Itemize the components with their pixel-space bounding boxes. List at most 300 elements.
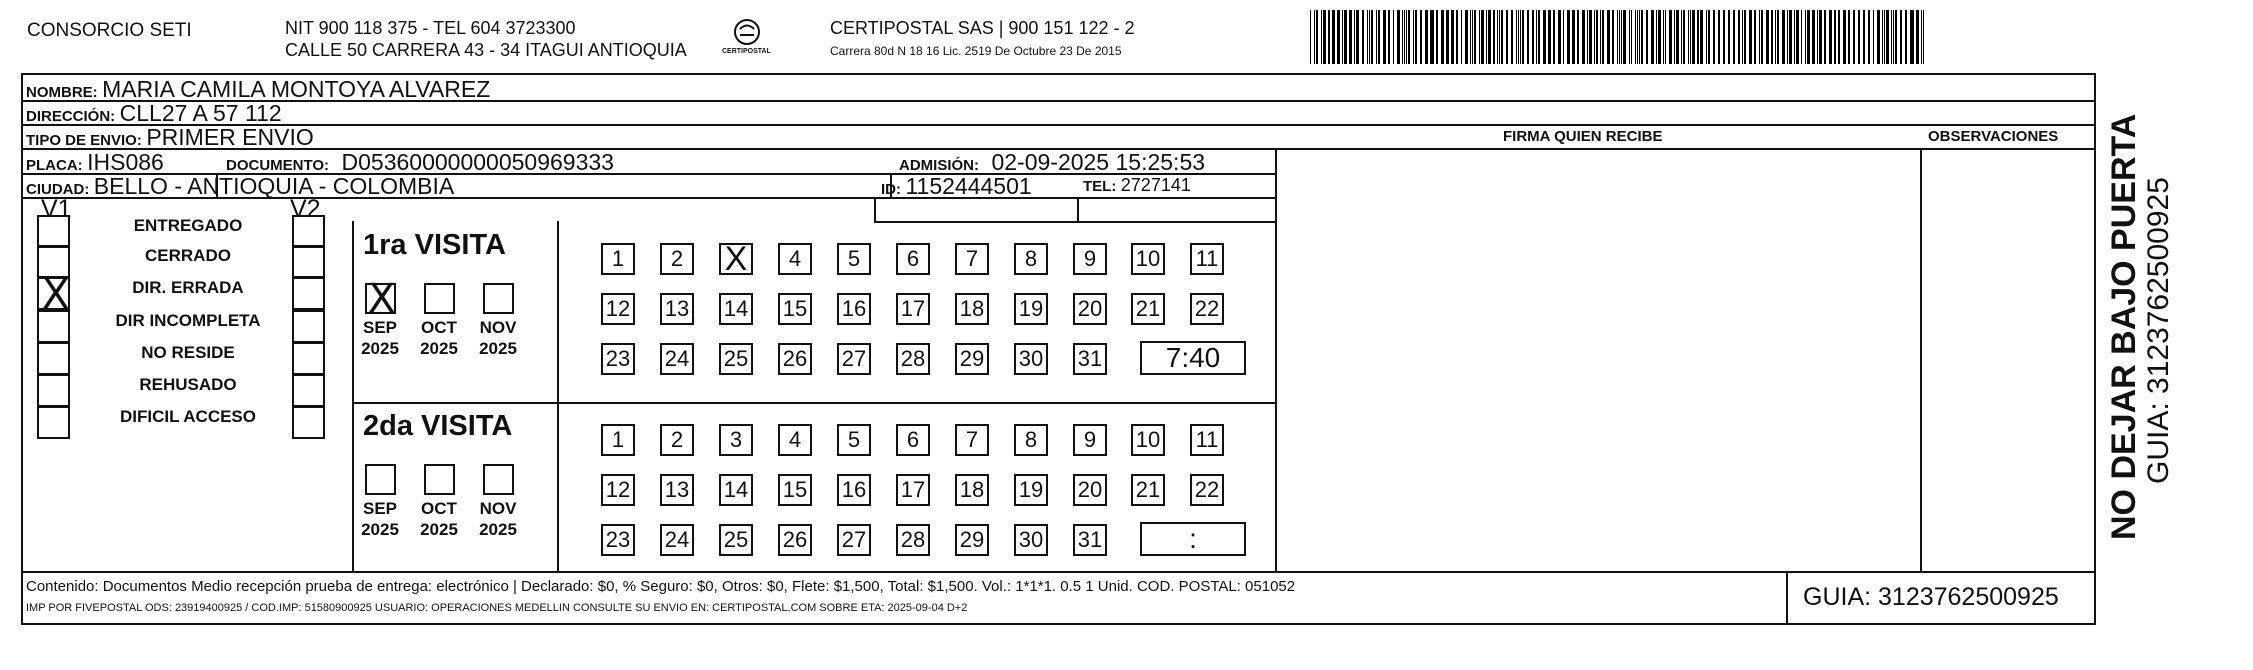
certipostal-logo bbox=[722, 14, 772, 64]
day-box[interactable]: 27 bbox=[837, 524, 871, 556]
placa-label: PLACA: bbox=[26, 157, 83, 174]
barcode-bar bbox=[1474, 10, 1476, 64]
barcode-bar bbox=[1824, 10, 1826, 64]
barcode-bar bbox=[1891, 10, 1892, 64]
barcode-bar bbox=[1629, 10, 1630, 64]
day-box[interactable]: 21 bbox=[1131, 293, 1165, 325]
year-label: 2025 bbox=[479, 520, 517, 539]
barcode-bar bbox=[1812, 10, 1815, 64]
day-box[interactable]: 9 bbox=[1073, 243, 1107, 275]
month-checkbox[interactable] bbox=[424, 464, 455, 495]
day-box[interactable]: 29 bbox=[955, 343, 989, 375]
month-label: NOV bbox=[479, 499, 517, 518]
barcode-bar bbox=[1766, 10, 1769, 64]
day-box[interactable]: 21 bbox=[1131, 474, 1165, 506]
barcode-bar bbox=[1848, 10, 1850, 64]
barcode-bar bbox=[1316, 10, 1318, 64]
barcode-bar bbox=[1910, 10, 1911, 64]
barcode-bar bbox=[1676, 10, 1679, 64]
v1-checkbox[interactable] bbox=[37, 310, 70, 343]
barcode-bar bbox=[1843, 10, 1846, 64]
barcode-bar bbox=[1771, 10, 1774, 64]
barcode-bar bbox=[1612, 10, 1614, 64]
day-box[interactable]: 29 bbox=[955, 524, 989, 556]
certipostal-line: CERTIPOSTAL SAS | 900 151 122 - 2 bbox=[830, 18, 1135, 38]
barcode-bar bbox=[1499, 10, 1500, 64]
v2-checkbox[interactable] bbox=[292, 310, 325, 343]
barcode-bar bbox=[1697, 10, 1698, 64]
status-label: DIR. ERRADA bbox=[132, 278, 244, 297]
barcode-bar bbox=[1637, 10, 1638, 64]
day-box[interactable]: 10 bbox=[1131, 243, 1165, 275]
v2-checkbox[interactable] bbox=[292, 374, 325, 407]
barcode-bar bbox=[1376, 10, 1377, 64]
barcode-bar bbox=[1337, 10, 1340, 64]
barcode-bar bbox=[1639, 10, 1640, 64]
day-box[interactable]: 22 bbox=[1190, 474, 1224, 506]
v2-checkbox[interactable] bbox=[292, 245, 325, 278]
barcode-bar bbox=[1314, 10, 1315, 64]
ciudad-value: BELLO - ANTIOQUIA - COLOMBIA bbox=[93, 173, 455, 199]
day-box[interactable]: 5 bbox=[837, 243, 871, 275]
barcode-bar bbox=[1393, 10, 1395, 64]
checkbox-mark: X bbox=[42, 272, 70, 318]
barcode-bar bbox=[1522, 10, 1524, 64]
barcode-bar bbox=[1558, 10, 1561, 64]
resolution-line: Carrera 80d N 18 16 Lic. 2519 De Octubre 23 De 2015 bbox=[830, 44, 1122, 58]
day-box[interactable]: 28 bbox=[896, 343, 930, 375]
day-box[interactable]: 8 bbox=[1014, 243, 1048, 275]
day-box[interactable]: X bbox=[719, 243, 753, 275]
barcode-bar bbox=[1461, 10, 1463, 64]
barcode-bar bbox=[1923, 10, 1924, 64]
barcode-bar bbox=[1388, 10, 1390, 64]
barcode-bar bbox=[1446, 10, 1449, 64]
barcode-bar bbox=[1481, 10, 1484, 64]
company-name: CONSORCIO SETI bbox=[27, 20, 192, 41]
day-box[interactable]: 9 bbox=[1073, 424, 1107, 456]
day-box[interactable]: 7 bbox=[955, 424, 989, 456]
barcode-bar bbox=[1470, 10, 1471, 64]
day-box[interactable]: 23 bbox=[601, 524, 635, 556]
day-box[interactable]: 4 bbox=[778, 424, 812, 456]
placa-field bbox=[26, 149, 164, 176]
barcode-bar bbox=[1690, 10, 1691, 64]
barcode-bar bbox=[1777, 10, 1779, 64]
barcode-bar bbox=[1900, 10, 1902, 64]
barcode-bar bbox=[1323, 10, 1326, 64]
day-box[interactable]: 31 bbox=[1073, 524, 1107, 556]
barcode-bar bbox=[1789, 10, 1792, 64]
barcode-bar bbox=[1873, 10, 1875, 64]
day-box[interactable]: 15 bbox=[778, 293, 812, 325]
id-value: 1152444501 bbox=[905, 173, 1032, 199]
barcode-bar bbox=[1761, 10, 1763, 64]
v2-checkbox[interactable] bbox=[292, 277, 325, 310]
visit-title: 1ra VISITA bbox=[363, 229, 506, 261]
id-label: ID: bbox=[881, 181, 901, 198]
day-box[interactable]: 14 bbox=[719, 474, 753, 506]
barcode-bar bbox=[1607, 10, 1610, 64]
barcode-bar bbox=[1354, 10, 1355, 64]
barcode-bar bbox=[1893, 10, 1894, 64]
address-line: CALLE 50 CARRERA 43 - 34 ITAGUI ANTIOQUIA bbox=[285, 40, 687, 60]
day-box[interactable]: 3 bbox=[719, 424, 753, 456]
day-box[interactable]: 17 bbox=[896, 474, 930, 506]
barcode-bar bbox=[1895, 10, 1897, 64]
day-box[interactable]: 6 bbox=[896, 424, 930, 456]
status-label: REHUSADO bbox=[139, 375, 237, 394]
day-box[interactable]: 6 bbox=[896, 243, 930, 275]
barcode-bar bbox=[1456, 10, 1458, 64]
barcode-bar bbox=[1587, 10, 1588, 64]
visit-time[interactable]: : bbox=[1140, 522, 1246, 556]
barcode-bar bbox=[1436, 10, 1438, 64]
barcode-bar bbox=[1819, 10, 1822, 64]
day-box[interactable]: 1 bbox=[601, 424, 635, 456]
day-box[interactable]: 26 bbox=[778, 343, 812, 375]
barcode-bar bbox=[1641, 10, 1643, 64]
barcode-bar bbox=[1775, 10, 1776, 64]
barcode-bar bbox=[1708, 10, 1710, 64]
barcode-bar bbox=[1651, 10, 1654, 64]
barcode-bar bbox=[1621, 10, 1622, 64]
barcode-bar bbox=[1692, 10, 1695, 64]
barcode-bar bbox=[1536, 10, 1537, 64]
barcode-bar bbox=[1465, 10, 1468, 64]
barcode-bar bbox=[1548, 10, 1551, 64]
day-box[interactable]: 11 bbox=[1190, 424, 1224, 456]
barcode-bar bbox=[1905, 10, 1907, 64]
barcode-bar bbox=[1563, 10, 1565, 64]
barcode-bar bbox=[1538, 10, 1540, 64]
barcode-bar bbox=[1589, 10, 1592, 64]
day-box[interactable]: 1 bbox=[601, 243, 635, 275]
barcode bbox=[1310, 10, 1925, 64]
barcode-bar bbox=[1332, 10, 1335, 64]
side-guia: GUIA: 3123762500925 bbox=[2142, 177, 2175, 484]
day-box[interactable]: 2 bbox=[660, 424, 694, 456]
barcode-bar bbox=[1425, 10, 1428, 64]
barcode-bar bbox=[1742, 10, 1743, 64]
barcode-bar bbox=[1501, 10, 1503, 64]
placa-value: IHS086 bbox=[87, 149, 164, 175]
year-label: 2025 bbox=[361, 339, 399, 358]
direccion-field bbox=[26, 100, 282, 127]
barcode-bar bbox=[1472, 10, 1473, 64]
day-box[interactable]: 23 bbox=[601, 343, 635, 375]
delivery-form bbox=[21, 73, 2096, 625]
barcode-bar bbox=[1787, 10, 1788, 64]
nombre-field bbox=[26, 76, 490, 103]
barcode-bar bbox=[1532, 10, 1535, 64]
day-box[interactable]: 27 bbox=[837, 343, 871, 375]
barcode-bar bbox=[1488, 10, 1491, 64]
barcode-bar bbox=[1596, 10, 1599, 64]
barcode-bar bbox=[1520, 10, 1521, 64]
month-label: OCT bbox=[421, 499, 457, 518]
barcode-bar bbox=[1728, 10, 1730, 64]
admision-field bbox=[899, 149, 1205, 176]
status-label: DIR INCOMPLETA bbox=[115, 311, 261, 330]
day-box[interactable]: 17 bbox=[896, 293, 930, 325]
barcode-bar bbox=[1723, 10, 1725, 64]
barcode-bar bbox=[1782, 10, 1785, 64]
barcode-bar bbox=[1658, 10, 1661, 64]
barcode-bar bbox=[1805, 10, 1806, 64]
year-label: 2025 bbox=[420, 339, 458, 358]
side-warning: NO DEJAR BAJO PUERTA bbox=[2105, 113, 2143, 540]
barcode-bar bbox=[1357, 10, 1359, 64]
day-box[interactable]: 2 bbox=[660, 243, 694, 275]
day-box[interactable]: 15 bbox=[778, 474, 812, 506]
barcode-bar bbox=[1441, 10, 1444, 64]
barcode-bar bbox=[1700, 10, 1703, 64]
day-box[interactable]: 30 bbox=[1014, 524, 1048, 556]
barcode-bar bbox=[1383, 10, 1386, 64]
day-box[interactable]: 12 bbox=[601, 293, 635, 325]
barcode-bar bbox=[1853, 10, 1855, 64]
barcode-bar bbox=[1921, 10, 1922, 64]
day-box[interactable]: 10 bbox=[1131, 424, 1165, 456]
barcode-bar bbox=[1344, 10, 1347, 64]
barcode-bar bbox=[1321, 10, 1322, 64]
admision-label: ADMISIÓN: bbox=[899, 157, 979, 174]
barcode-bar bbox=[1600, 10, 1601, 64]
day-box[interactable]: 24 bbox=[660, 343, 694, 375]
status-label: NO RESIDE bbox=[141, 343, 235, 362]
barcode-bar bbox=[1911, 10, 1914, 64]
barcode-bar bbox=[1342, 10, 1343, 64]
month-checkbox[interactable] bbox=[424, 283, 455, 314]
barcode-bar bbox=[1430, 10, 1431, 64]
barcode-bar bbox=[1631, 10, 1633, 64]
barcode-bar bbox=[1759, 10, 1760, 64]
documento-field bbox=[226, 149, 614, 176]
year-label: 2025 bbox=[479, 339, 517, 358]
barcode-bar bbox=[1706, 10, 1707, 64]
direccion-value: CLL27 A 57 112 bbox=[119, 100, 282, 126]
barcode-bar bbox=[1506, 10, 1508, 64]
admision-value: 02-09-2025 15:25:53 bbox=[991, 149, 1206, 175]
documento-label: DOCUMENTO: bbox=[226, 157, 330, 174]
barcode-bar bbox=[1362, 10, 1364, 64]
barcode-bar bbox=[1516, 10, 1517, 64]
day-box[interactable]: 19 bbox=[1014, 293, 1048, 325]
day-box[interactable]: 25 bbox=[719, 343, 753, 375]
barcode-bar bbox=[1397, 10, 1400, 64]
day-box[interactable]: 25 bbox=[719, 524, 753, 556]
barcode-bar bbox=[1749, 10, 1752, 64]
barcode-bar bbox=[1402, 10, 1403, 64]
tipo-envio-label: TIPO DE ENVIO: bbox=[26, 132, 142, 149]
tel-label: TEL: bbox=[1083, 178, 1117, 195]
month-label: SEP bbox=[362, 499, 398, 518]
barcode-bar bbox=[1617, 10, 1618, 64]
barcode-bar bbox=[1863, 10, 1865, 64]
barcode-bar bbox=[1415, 10, 1417, 64]
barcode-bar bbox=[1371, 10, 1373, 64]
barcode-bar bbox=[1829, 10, 1832, 64]
nombre-value: MARIA CAMILA MONTOYA ALVAREZ bbox=[102, 76, 491, 102]
tipo-envio-value: PRIMER ENVIO bbox=[146, 124, 314, 150]
barcode-bar bbox=[1356, 10, 1357, 64]
tel-value: 2727141 bbox=[1120, 175, 1191, 195]
barcode-bar bbox=[1420, 10, 1422, 64]
barcode-bar bbox=[1674, 10, 1675, 64]
barcode-bar bbox=[1602, 10, 1604, 64]
barcode-bar bbox=[1656, 10, 1657, 64]
day-box[interactable]: 22 bbox=[1190, 293, 1224, 325]
barcode-bar bbox=[1688, 10, 1689, 64]
v2-checkbox[interactable] bbox=[292, 406, 325, 439]
day-box[interactable]: 13 bbox=[660, 474, 694, 506]
day-box[interactable]: 11 bbox=[1190, 243, 1224, 275]
day-box[interactable]: 7 bbox=[955, 243, 989, 275]
barcode-bar bbox=[1527, 10, 1529, 64]
day-box[interactable]: 18 bbox=[955, 293, 989, 325]
day-box[interactable]: 31 bbox=[1073, 343, 1107, 375]
barcode-bar bbox=[1567, 10, 1570, 64]
nombre-label: NOMBRE: bbox=[26, 84, 98, 101]
barcode-bar bbox=[1882, 10, 1883, 64]
barcode-bar bbox=[1916, 10, 1919, 64]
barcode-bar bbox=[1378, 10, 1380, 64]
barcode-bar bbox=[1807, 10, 1810, 64]
barcode-bar bbox=[1744, 10, 1746, 64]
barcode-bar bbox=[1801, 10, 1803, 64]
barcode-bar bbox=[1669, 10, 1672, 64]
day-box[interactable]: 18 bbox=[955, 474, 989, 506]
footer-guia: GUIA: 3123762500925 bbox=[1803, 583, 2059, 611]
day-box[interactable]: 16 bbox=[837, 293, 871, 325]
barcode-bar bbox=[1404, 10, 1405, 64]
day-box[interactable]: 19 bbox=[1014, 474, 1048, 506]
documento-value: D05360000000050969333 bbox=[341, 149, 614, 175]
firma-label: FIRMA QUIEN RECIBE bbox=[1503, 128, 1663, 145]
year-label: 2025 bbox=[361, 520, 399, 539]
day-box[interactable]: 20 bbox=[1073, 293, 1107, 325]
barcode-bar bbox=[1877, 10, 1880, 64]
day-box[interactable]: 26 bbox=[778, 524, 812, 556]
barcode-bar bbox=[1868, 10, 1870, 64]
month-checkbox[interactable] bbox=[483, 464, 514, 495]
id-field bbox=[881, 173, 1032, 200]
v1-checkbox[interactable] bbox=[37, 272, 70, 318]
barcode-bar bbox=[1796, 10, 1799, 64]
month-label: OCT bbox=[421, 318, 457, 337]
month-label: NOV bbox=[479, 318, 517, 337]
barcode-bar bbox=[1572, 10, 1575, 64]
barcode-bar bbox=[1594, 10, 1595, 64]
imp-line: IMP POR FIVEPOSTAL ODS: 23919400925 / COD.IMP: 51580900925 USUARIO: OPERACIONES MEDELLIN CONSULTE SU ENVIO EN: CERTIPOSTAL.COM SOBRE ETA: 2025-09-04 D+2 bbox=[26, 602, 968, 614]
barcode-bar bbox=[1493, 10, 1496, 64]
v2-checkbox[interactable] bbox=[292, 342, 325, 375]
tel-field bbox=[1083, 175, 1191, 196]
month-checkbox[interactable] bbox=[483, 283, 514, 314]
day-box[interactable]: 13 bbox=[660, 293, 694, 325]
barcode-bar bbox=[1367, 10, 1368, 64]
v1-checkbox[interactable] bbox=[37, 374, 70, 407]
barcode-bar bbox=[1681, 10, 1682, 64]
barcode-bar bbox=[1497, 10, 1498, 64]
barcode-bar bbox=[1754, 10, 1756, 64]
day-box[interactable]: 16 bbox=[837, 474, 871, 506]
barcode-bar bbox=[1738, 10, 1741, 64]
barcode-bar bbox=[1310, 10, 1311, 64]
barcode-bar bbox=[1663, 10, 1664, 64]
day-box[interactable]: 12 bbox=[601, 474, 635, 506]
barcode-bar bbox=[1408, 10, 1410, 64]
barcode-bar bbox=[1413, 10, 1414, 64]
barcode-bar bbox=[1683, 10, 1685, 64]
barcode-bar bbox=[1431, 10, 1434, 64]
v1-header: V1 bbox=[41, 195, 72, 223]
logo-text: CERTIPOSTAL bbox=[722, 48, 771, 55]
year-label: 2025 bbox=[420, 520, 458, 539]
day-box[interactable]: 4 bbox=[778, 243, 812, 275]
barcode-bar bbox=[1486, 10, 1487, 64]
tipo-envio-field bbox=[26, 124, 314, 151]
ciudad-label: CIUDAD: bbox=[26, 181, 90, 198]
barcode-bar bbox=[1582, 10, 1585, 64]
barcode-bar bbox=[1886, 10, 1889, 64]
day-box[interactable]: 28 bbox=[896, 524, 930, 556]
barcode-bar bbox=[1577, 10, 1579, 64]
direccion-label: DIRECCIÓN: bbox=[26, 108, 116, 125]
status-label: CERRADO bbox=[145, 246, 231, 265]
barcode-bar bbox=[1794, 10, 1795, 64]
barcode-bar bbox=[1543, 10, 1546, 64]
day-box[interactable]: 20 bbox=[1073, 474, 1107, 506]
day-box[interactable]: 14 bbox=[719, 293, 753, 325]
v2-checkbox[interactable] bbox=[292, 215, 325, 248]
day-box[interactable]: 5 bbox=[837, 424, 871, 456]
visit-title: 2da VISITA bbox=[363, 410, 513, 442]
visit-time[interactable]: 7:40 bbox=[1140, 341, 1246, 375]
barcode-bar bbox=[1511, 10, 1513, 64]
month-label: SEP bbox=[362, 318, 398, 337]
v1-checkbox[interactable] bbox=[37, 215, 70, 248]
contenido-line: Contenido: Documentos Medio recepción prueba de entrega: electrónico | Declarado: $0, % Seguro: $0, Otros: $0, Flete: $1,500, Total: $1,500. Vol.: 1*1*1. 0.5 1 Unid. COD. POSTAL: 051052 bbox=[26, 578, 1296, 595]
day-box[interactable]: 30 bbox=[1014, 343, 1048, 375]
barcode-bar bbox=[1328, 10, 1331, 64]
barcode-bar bbox=[1369, 10, 1370, 64]
barcode-bar bbox=[1858, 10, 1860, 64]
barcode-bar bbox=[1406, 10, 1407, 64]
month-checkbox[interactable] bbox=[365, 464, 396, 495]
barcode-bar bbox=[1834, 10, 1837, 64]
barcode-bar bbox=[1451, 10, 1454, 64]
month-checkbox[interactable] bbox=[365, 276, 396, 322]
barcode-bar bbox=[1665, 10, 1667, 64]
barcode-bar bbox=[1349, 10, 1352, 64]
barcode-bar bbox=[1817, 10, 1818, 64]
v1-checkbox[interactable] bbox=[37, 342, 70, 375]
barcode-bar bbox=[1518, 10, 1519, 64]
v2-header: V2 bbox=[290, 195, 321, 223]
barcode-bar bbox=[1838, 10, 1840, 64]
observaciones-label: OBSERVACIONES bbox=[1928, 128, 2059, 145]
barcode-bar bbox=[1646, 10, 1648, 64]
day-box[interactable]: 24 bbox=[660, 524, 694, 556]
day-box[interactable]: 8 bbox=[1014, 424, 1048, 456]
barcode-bar bbox=[1619, 10, 1620, 64]
barcode-bar bbox=[1733, 10, 1735, 64]
nit-line: NIT 900 118 375 - TEL 604 3723300 bbox=[285, 18, 576, 38]
status-label: ENTREGADO bbox=[133, 216, 243, 235]
v1-checkbox[interactable] bbox=[37, 406, 70, 439]
